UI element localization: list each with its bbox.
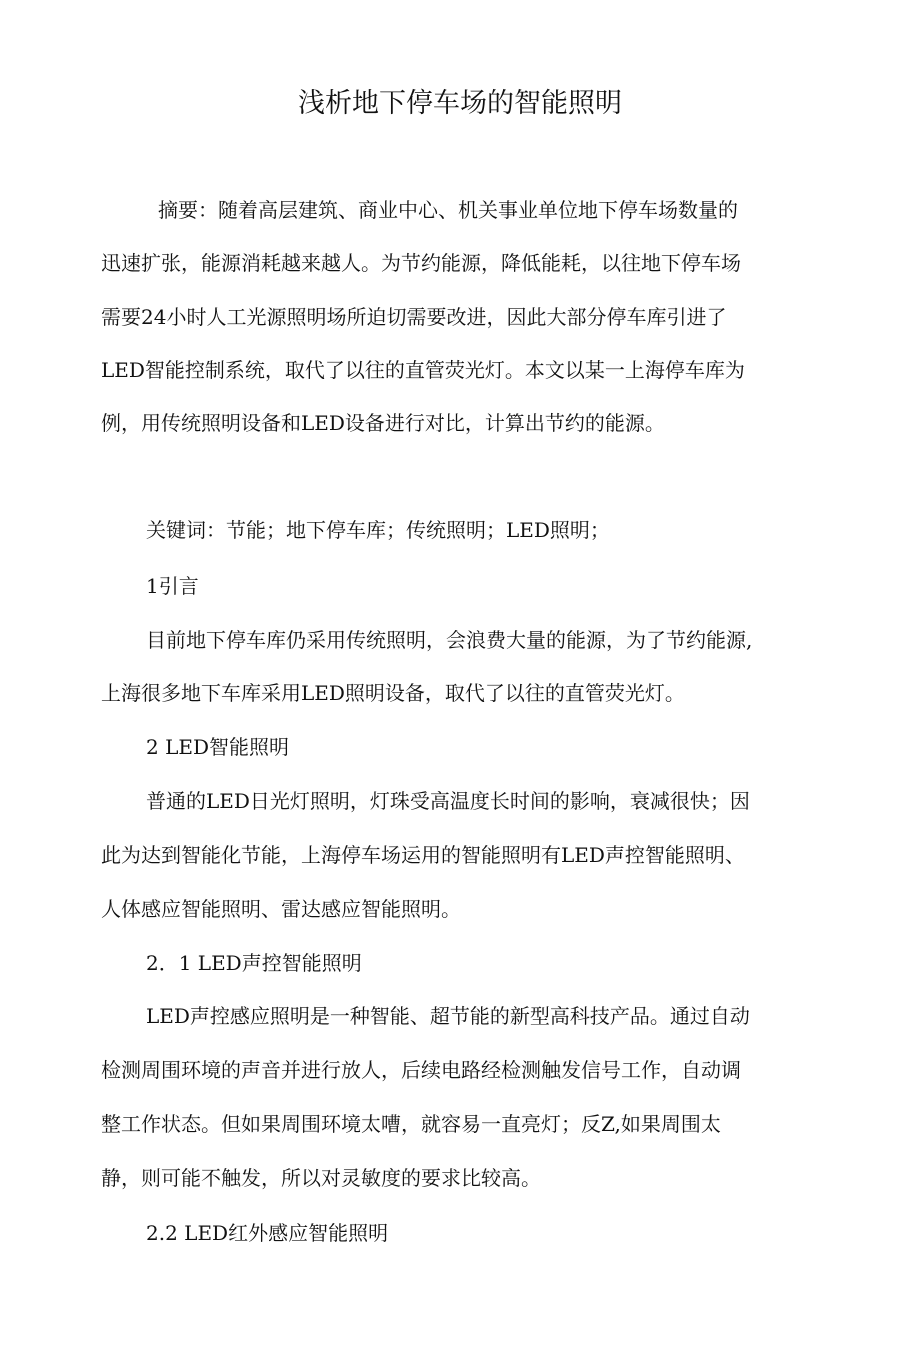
section-heading: 1引言	[146, 574, 199, 598]
abstract-line: LED智能控制系统，取代了以往的直管荧光灯。本文以某一上海停车库为	[101, 358, 745, 382]
paragraph-line: 此为达到智能化节能，上海停车场运用的智能照明有LED声控智能照明、	[101, 843, 745, 867]
paragraph-line: 上海很多地下车库采用LED照明设备，取代了以往的直管荧光灯。	[101, 681, 685, 705]
abstract-line: 摘要：随着高层建筑、商业中心、机关事业单位地下停车场数量的	[158, 198, 738, 222]
paragraph-line: 目前地下停车库仍采用传统照明，会浪费大量的能源，为了节约能源,	[146, 628, 753, 652]
paragraph-line: 普通的LED日光灯照明，灯珠受高温度长时间的影响，衰减很快；因	[146, 789, 750, 813]
paragraph-line: 静，则可能不触发，所以对灵敏度的要求比较高。	[101, 1166, 541, 1190]
abstract-line: 需要24小时人工光源照明场所迫切需要改进，因此大部分停车库引进了	[101, 305, 727, 329]
section-heading: 2 LED智能照明	[146, 735, 289, 759]
paragraph-line: 整工作状态。但如果周围环境太嘈，就容易一直亮灯；反Z,如果周围太	[101, 1112, 721, 1136]
subsection-heading: 2.2 LED红外感应智能照明	[146, 1221, 389, 1245]
paragraph-line: 检测周围环境的声音并进行放人，后续电路经检测触发信号工作，自动调	[101, 1058, 741, 1082]
paragraph-line: 人体感应智能照明、雷达感应智能照明。	[101, 897, 461, 921]
abstract-line: 例，用传统照明设备和LED设备进行对比，计算出节约的能源。	[101, 411, 665, 435]
paragraph-line: LED声控感应照明是一种智能、超节能的新型高科技产品。通过自动	[146, 1004, 750, 1028]
subsection-heading: 2．1 LED声控智能照明	[146, 951, 362, 975]
abstract-line: 迅速扩张，能源消耗越来越人。为节约能源，降低能耗，以往地下停车场	[101, 251, 741, 275]
document-title: 浅析地下停车场的智能照明	[298, 88, 622, 119]
keywords-line: 关键词：节能；地下停车库；传统照明；LED照明；	[146, 518, 610, 542]
